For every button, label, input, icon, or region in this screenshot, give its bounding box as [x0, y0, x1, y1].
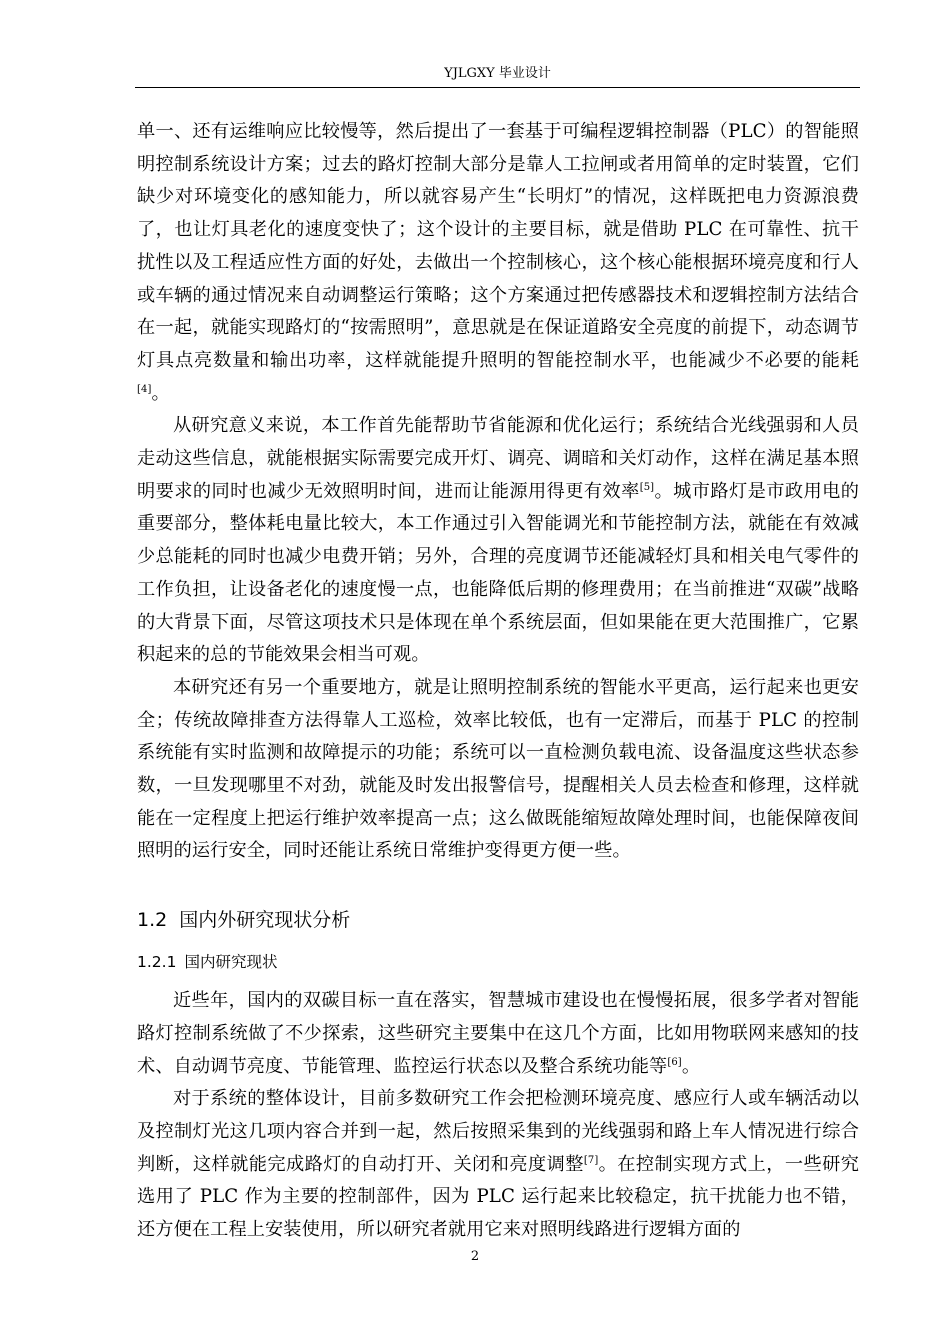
subsection-number: 1.2.1 — [137, 953, 177, 972]
citation-ref: [4] — [137, 383, 152, 395]
citation-ref: [7] — [583, 1154, 599, 1166]
body-paragraph: 本研究还有另一个重要地方，就是让照明控制系统的智能水平更高，运行起来也更安全；传统故障排查方法得靠人工巡检，效率比较低，也有一定滞后，而基于 PLC 的控制系统能有实时监测和故障提示的功能；系统可以一直检测负载电流、设备温度这些状态参数，一旦发现哪里不对劲，就能及时发出报警信号，提醒相关人员去检查和修理，这样就能在一定程度上把运行维护效率提高一点；这么做既能缩短故障处理时间，也能保障夜间照明的运行安全，同时还能让系统日常维护变得更方便一些。 — [137, 676, 859, 862]
section-heading — [137, 907, 859, 933]
body-paragraph: 对于系统的整体设计，目前多数研究工作会把检测环境亮度、感应行人或车辆活动以及控制灯光这几项内容合并到一起，然后按照采集到的光线强弱和路上车人情况进行综合判断，这样就能完成路灯的自动打开、关闭和亮度调整[7]。在控制实现方式上，一些研究选用了 PLC 作为主要的控制部件，因为 PLC 运行起来比较稳定，抗干扰能力也不错，还方便在工程上安装使用，所以研究者就用它来对照明线路进行逻辑方面的 — [137, 1088, 859, 1241]
section-title: 国内外研究现状分析 — [179, 909, 351, 932]
section-number: 1.2 — [137, 909, 168, 932]
body-paragraph: 单一、还有运维响应比较慢等，然后提出了一套基于可编程逻辑控制器（PLC）的智能照明控制系统设计方案；过去的路灯控制大部分是靠人工拉闸或者用简单的定时装置，它们缺少对环境变化的感知能力，所以就容易产生“长明灯”的情况，这样既把电力资源浪费了，也让灯具老化的速度变快了；这个设计的主要目标，就是借助 PLC 在可靠性、抗干扰性以及工程适应性方面的好处，去做出一个控制核心，这个核心能根据环境亮度和行人或车辆的通过情况来自动调整运行策略；这个方案通过把传感器技术和逻辑控制方法结合在一起，就能实现路灯的“按需照明”，意思就是在保证道路安全亮度的前提下，动态调节灯具点亮数量和输出功率，这样就能提升照明的智能控制水平，也能减少不必要的能耗[4]。 — [137, 121, 859, 404]
citation-ref: [5] — [639, 481, 655, 493]
page-body — [137, 116, 859, 1247]
body-paragraph: 从研究意义来说，本工作首先能帮助节省能源和优化运行；系统结合光线强弱和人员走动这些信息，就能根据实际需要完成开灯、调亮、调暗和关灯动作，这样在满足基本照明要求的同时也减少无效照明时间，进而让能源用得更有效率[5]。城市路灯是市政用电的重要部分，整体耗电量比较大，本工作通过引入智能调光和节能控制方法，就能在有效减少总能耗的同时也减少电费开销；另外，合理的亮度调节还能减轻灯具和相关电气零件的工作负担，让设备老化的速度慢一点，也能降低后期的修理费用；在当前推进“双碳”战略的大背景下面，尽管这项技术只是体现在单个系统层面，但如果能在更大范围推广，它累积起来的总的节能效果会相当可观。 — [137, 415, 859, 666]
page-number: 2 — [470, 1249, 480, 1264]
subsection-title: 国内研究现状 — [184, 953, 278, 972]
citation-ref: [6] — [667, 1056, 682, 1068]
page-header: YJLGXY 毕业设计 — [444, 66, 551, 81]
body-paragraph: 近些年，国内的双碳目标一直在落实，智慧城市建设也在慢慢拓展，很多学者对智能路灯控制系统做了不少探索，这些研究主要集中在这几个方面，比如用物联网来感知的技术、自动调节亮度、节能管理、监控运行状态以及整合系统功能等[6]。 — [137, 990, 859, 1077]
subsection-heading — [137, 951, 859, 973]
header-rule — [135, 87, 860, 88]
